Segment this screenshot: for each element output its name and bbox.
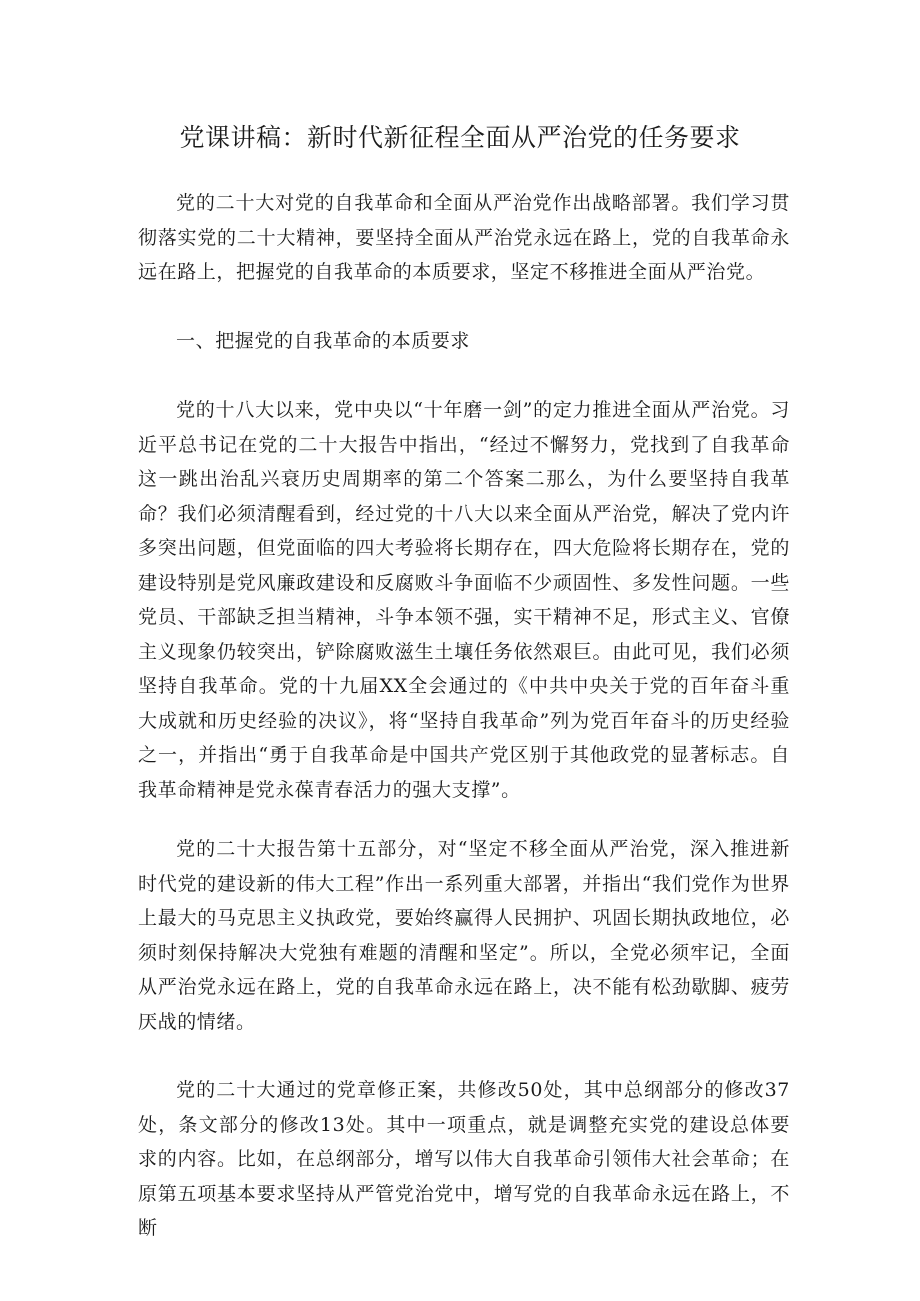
- intro-paragraph: 党的二十大对党的自我革命和全面从严治党作出战略部署。我们学习贯彻落实党的二十大精神，要坚持全面从严治党永远在路上，党的自我革命永远在路上，把握党的自我革命的本质要求，坚定不移推进全面从严治党。: [138, 192, 790, 283]
- document-title: 党课讲稿：新时代新征程全面从严治党的任务要求: [179, 123, 741, 152]
- section-heading-1: 一、把握党的自我革命的本质要求: [176, 330, 471, 352]
- body-paragraph-twentieth-congress-report: 党的二十大报告第十五部分，对“坚定不移全面从严治党，深入推进新时代党的建设新的伟大工程”作出一系列重大部署，并指出“我们党作为世界上最大的马克思主义执政党，要始终赢得人民拥护、巩固长期执政地位，必须时刻保持解决大党独有难题的清醒和坚定”。所以，全党必须牢记，全面从严治党永远在路上，党的自我革命永远在路上，决不能有松劲歇脚、疲劳厌战的情绪。: [138, 838, 790, 1033]
- body-paragraph-party-constitution-amendment: 党的二十大通过的党章修正案，共修改50处，其中总纲部分的修改37处，条文部分的修改13处。其中一项重点，就是调整充实党的建设总体要求的内容。比如，在总纲部分，增写以伟大自我革命引领伟大社会革命；在原第五项基本要求坚持从严管党治党中，增写党的自我革命永远在路上，不断: [138, 1079, 790, 1239]
- body-paragraph-self-revolution: 党的十八大以来，党中央以“十年磨一剑”的定力推进全面从严治党。习近平总书记在党的二十大报告中指出，“经过不懈努力，党找到了自我革命这一跳出治乱兴衰历史周期率的第二个答案二那么，为什么要坚持自我革命？我们必须清醒看到，经过党的十八大以来全面从严治党，解决了党内许多突出问题，但党面临的四大考验将长期存在，四大危险将长期存在，党的建设特别是党风廉政建设和反腐败斗争面临不少顽固性、多发性问题。一些党员、干部缺乏担当精神，斗争本领不强，实干精神不足，形式主义、官僚主义现象仍较突出，铲除腐败滋生土壤任务依然艰巨。由此可见，我们必须坚持自我革命。党的十九届XX全会通过的《中共中央关于党的百年奋斗重大成就和历史经验的决议》，将“坚持自我革命”列为党百年奋斗的历史经验之一，并指出“勇于自我革命是中国共产党区别于其他政党的显著标志。自我革命精神是党永葆青春活力的强大支撑”。: [138, 399, 790, 801]
